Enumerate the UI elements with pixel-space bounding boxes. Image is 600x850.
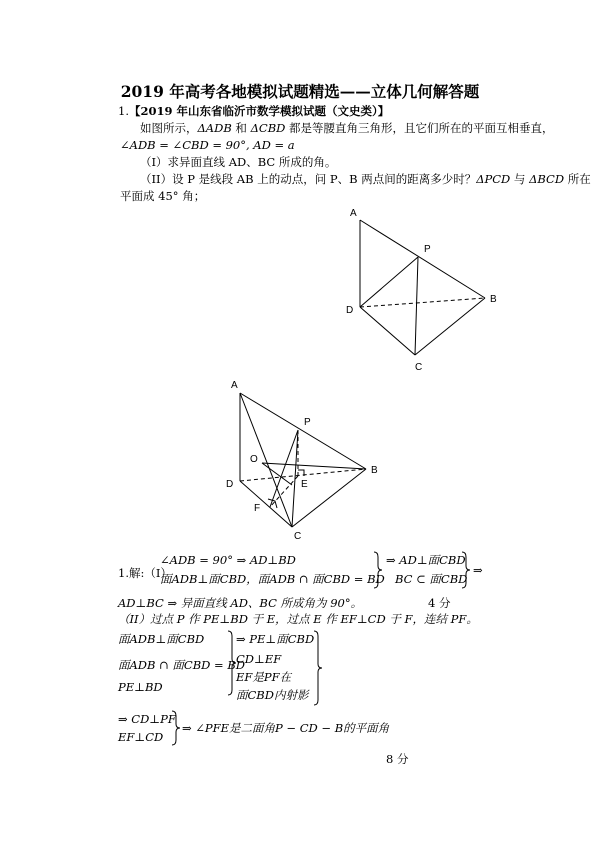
step3-text: EF⊥CD: [118, 730, 164, 744]
edge-ab: [360, 220, 485, 298]
label-p: P: [424, 244, 431, 255]
step1-text: ∠ADB = 90° ⇒ AD⊥BD: [160, 553, 296, 567]
edge-ac: [240, 393, 292, 527]
part2-text: 所在: [564, 172, 591, 186]
step2-text: ⇒ PE⊥面CBD: [236, 632, 315, 646]
step2-left-3: [118, 680, 163, 695]
step2-intro: [118, 612, 478, 627]
step2-text: （II）过点 P 作 PE⊥BD 于 E，过点 E 作 EF⊥CD 于 F，连结 PF。: [118, 612, 478, 626]
step1-right2: [395, 572, 467, 587]
step2-text: CD⊥EF: [236, 652, 282, 666]
step2-right-4: [236, 688, 308, 703]
step2-right-2: [236, 652, 281, 667]
problem-part2-line2: 平面成 45° 角；: [120, 189, 206, 203]
problem-header: [118, 104, 389, 119]
step1-conclusion: [118, 596, 362, 611]
part2-text: 与: [510, 172, 530, 186]
step2-text: EF是PF在: [236, 670, 292, 684]
statement-text: 都是等腰直角三角形，且它们所在的平面互相垂直，: [285, 121, 554, 135]
right-brace-4: [312, 630, 324, 706]
edge-dc: [240, 481, 292, 527]
triangle-bcd: ΔBCD: [529, 172, 565, 186]
score-1: 4 分: [428, 596, 451, 610]
label-b: B: [490, 294, 497, 305]
edge-dc: [360, 307, 415, 355]
step1-text: ⇒ AD⊥面CBD: [386, 553, 466, 567]
label-d: D: [346, 305, 354, 316]
step3-conclusion: [182, 721, 389, 736]
label-o: O: [250, 454, 258, 465]
step1-text: 面ADB⊥面CBD，面ADB ∩ 面CBD = BD: [160, 572, 385, 586]
edge-oe: [262, 463, 292, 485]
problem-number: 1.: [118, 104, 129, 118]
triangle-pcd: ΔPCD: [476, 172, 511, 186]
figure-2-construction: [220, 375, 390, 545]
triangle-adb: ΔADB: [197, 121, 232, 135]
page-title: 2019 年高考各地模拟试题精选——立体几何解答题: [120, 82, 480, 101]
step1-line2: [160, 572, 385, 587]
step2-text: 面ADB ∩ 面CBD = BD: [118, 658, 246, 672]
step1-text: BC ⊂ 面CBD: [395, 572, 468, 586]
problem-source: 【2019 年山东省临沂市数学模拟试题（文史类）】: [128, 104, 390, 118]
figure-1-tetrahedron: [330, 200, 530, 380]
angle-condition: ∠ADB = ∠CBD = 90°, AD = a: [120, 138, 295, 152]
step1-implies: ⇒: [473, 563, 483, 577]
problem-part1: （I）求异面直线 AD、BC 所成的角。: [140, 155, 337, 169]
step3-line-1: [118, 712, 176, 727]
label-c: C: [294, 531, 302, 542]
triangle-cbd: ΔCBD: [250, 121, 286, 135]
step2-text: 面CBD内射影: [236, 688, 309, 702]
step3-text: ⇒ ∠PFE是二面角P − CD − B的平面角: [182, 721, 390, 735]
label-e: E: [301, 479, 308, 490]
statement-text: 如图所示，: [140, 121, 198, 135]
edge-ab: [240, 393, 366, 469]
step1-line1: [160, 553, 296, 568]
step2-right-3: [236, 670, 291, 685]
label-a: A: [231, 380, 238, 391]
right-brace-1: [372, 551, 384, 589]
solution-intro: 1.解:（I）: [118, 566, 172, 580]
statement-text: 和: [231, 121, 251, 135]
step1-right1: [386, 553, 466, 568]
edge-ob: [262, 463, 366, 469]
step3-text: ⇒ CD⊥PF: [118, 712, 176, 726]
label-b: B: [371, 465, 378, 476]
step2-right-1: [236, 632, 314, 647]
label-d: D: [226, 479, 234, 490]
problem-statement-line1: [140, 121, 554, 136]
right-brace-5: [170, 710, 182, 746]
edge-dp: [360, 257, 418, 307]
step3-line-2: [118, 730, 163, 745]
label-a: A: [350, 208, 357, 219]
step1-text: AD⊥BC ⇒ 异面直线 AD、BC 所成角为 90°。: [118, 596, 363, 610]
right-brace-2: [460, 551, 472, 589]
problem-statement-line2: [120, 138, 295, 153]
step2-text: PE⊥BD: [118, 680, 163, 694]
step2-left-1: [118, 632, 204, 647]
edge-pc: [415, 257, 418, 355]
edge-bc: [292, 469, 366, 527]
label-f: F: [254, 503, 261, 514]
edge-bc: [415, 298, 485, 355]
score-2: 8 分: [386, 752, 409, 766]
edge-db-dashed: [360, 298, 485, 307]
label-p: P: [304, 417, 311, 428]
step2-text: 面ADB⊥面CBD: [118, 632, 205, 646]
problem-part2-line1: [140, 172, 591, 187]
label-c: C: [415, 362, 423, 373]
part2-text: （II）设 P 是线段 AB 上的动点，问 P、B 两点间的距离多少时？: [140, 172, 477, 186]
